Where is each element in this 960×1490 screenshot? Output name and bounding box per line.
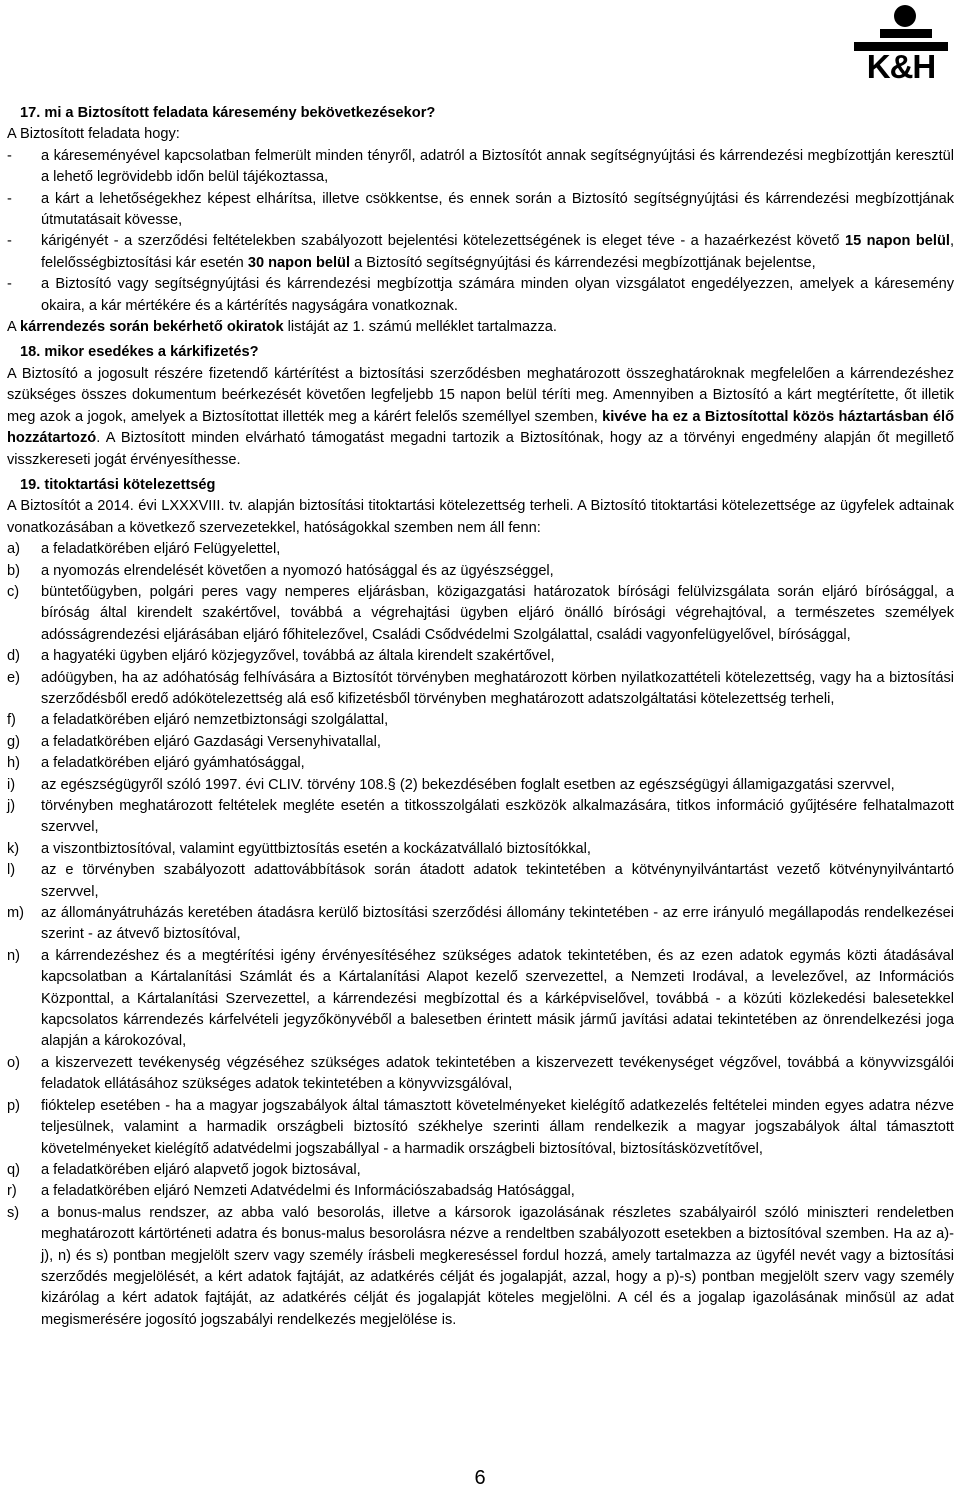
text-run: . A Biztosított minden elvárható támogatást megadni tartozik a Biztosítónak, hogy az a törvényi engedmény alapján őt megillető visszkereseti jogát érvényesíthesse. bbox=[7, 430, 954, 468]
list-item-text: az állományátruházás keretében átadásra kerülő biztosítási szerződési állomány tekintetében - az erre irányuló megállapodás rendelkezései szerint - az átvevő biztosítóval, bbox=[41, 905, 954, 943]
list-item bbox=[7, 539, 954, 560]
list-marker: e) bbox=[7, 669, 20, 686]
list-marker: - bbox=[7, 276, 12, 293]
list-item-text: a feladatkörében eljáró alapvető jogok biztosával, bbox=[41, 1161, 361, 1178]
list-item-text: a hagyatéki ügyben eljáró közjegyzővel, továbbá az általa kirendelt szakértővel, bbox=[41, 648, 555, 665]
bold-run: 15 napon belül bbox=[844, 233, 950, 250]
list-item bbox=[7, 1053, 954, 1096]
list-marker: h) bbox=[7, 755, 20, 772]
section-18-body bbox=[7, 364, 954, 471]
section-19-intro: A Biztosítót a 2014. évi LXXXVIII. tv. alapján biztosítási titoktartási kötelezettség terheli. A Biztosító titoktartási kötelezettsége az ügyfelek adtainak vonatkozásában a következő szervezetekkel, hatóságokkal szemben nem áll fenn: bbox=[7, 498, 954, 536]
list-item bbox=[7, 274, 954, 317]
list-item bbox=[7, 903, 954, 946]
list-marker: q) bbox=[7, 1161, 20, 1178]
list-item-text: a káreseményével kapcsolatban felmerült minden tényről, adatról a Biztosítót annak segítségnyújtási és kárrendezési megbízottján keresztül a lehető legrövidebb időn belül tájékoztassa, bbox=[41, 147, 954, 186]
list-marker: l) bbox=[7, 862, 16, 879]
section-18-heading: 18. mikor esedékes a kárkifizetés? bbox=[20, 344, 259, 361]
list-item-text: törvényben meghatározott feltételek megléte esetén a titkosszolgálati eszközök alkalmazására, titkos információ gyűjtésére felhatalmazott szervvel, bbox=[41, 798, 954, 836]
list-item-text: a kárt a lehetőségekhez képest elhárítsa, illetve csökkentse, és ennek során a Biztosító segítségnyújtási és kárrendezési megbízottjának útmutatásait kövesse, bbox=[41, 190, 954, 229]
section-17-intro: A Biztosított feladata hogy: bbox=[7, 126, 180, 143]
list-marker: d) bbox=[7, 648, 20, 665]
text-run: listáját az 1. számú melléklet tartalmazza. bbox=[283, 319, 557, 336]
logo-text: K&H bbox=[866, 48, 936, 85]
bold-run: kárrendezés során bekérhető okiratok bbox=[19, 319, 284, 336]
list-marker: o) bbox=[7, 1054, 20, 1071]
list-item-text: a nyomozás elrendelését követően a nyomozó hatósággal és az ügyészséggel, bbox=[41, 562, 554, 579]
list-item-text: a feladatkörében eljáró Nemzeti Adatvédelmi és Információszabadság Hatósággal, bbox=[41, 1183, 575, 1200]
list-item-text: a kárrendezéshez és a megtérítési igény érvényesítéséhez szükséges adatok tekintetében, és az ezen adatok egymás közti átadásával kapcsolatban a Kártalanítási Számlát és a Kártalanítási Alapot kezelő szervezettel, a Nemzeti Irodával, a levelezővel, az Információs Központtal, a Kártalanítási Szervezettel, a kárrendezési megbízottal és a kárképviselővel, továbbá - a közúti közlekedési balesetekkel kapcsolatos kárrendezés kárfelvételi jegyzőkönyvéből a balesetben érintett másik jármű javítási adatai tekintetében az önrendelkezési joga alapján a károkozóval, bbox=[41, 947, 954, 1050]
section-19-list bbox=[7, 539, 954, 1331]
list-item bbox=[7, 753, 954, 774]
list-item-text: az egészségügyről szóló 1997. évi CLIV. törvény 108.§ (2) bekezdésében foglalt esetben az egészségügyi államigazgatási szervvel, bbox=[41, 776, 895, 793]
list-item bbox=[7, 1160, 954, 1181]
text-run: a Biztosító segítségnyújtási és kárrendezési megbízottjának bejelentse, bbox=[350, 254, 816, 271]
text-run: A Biztosító a jogosult részére fizetendő kártérítést a biztosítási szerződésben meghatározott összeghatároknak megfelelően a kárrendezéshez szükséges összes dokumentum beérkezését követően legfeljebb 15 napon belül téríti meg. Amennyiben a Biztosító a kárt megtérítette, őt illetik meg azok a jogok, amelyek a Biztosítottat illették meg a kárért felelős személlyel szemben, bbox=[7, 365, 954, 425]
list-marker: - bbox=[7, 233, 12, 250]
list-item-text: a Biztosító vagy segítségnyújtási és kárrendezési megbízottja számára minden olyan vizsgálatot engedélyezzen, amelyek a káresemény okaira, a kár mértékére és a kártérítés nagyságára vonatkoznak. bbox=[41, 276, 954, 314]
list-item bbox=[7, 775, 954, 796]
text-run: , felelősségbiztosítási kár esetén bbox=[41, 233, 955, 271]
document-body bbox=[7, 103, 954, 1331]
list-item bbox=[7, 561, 954, 582]
text-run: A bbox=[7, 319, 20, 336]
list-marker: n) bbox=[7, 947, 20, 964]
list-item bbox=[7, 710, 954, 731]
list-marker: k) bbox=[7, 840, 20, 857]
list-item-text bbox=[41, 231, 954, 274]
logo-mark-icon bbox=[850, 4, 952, 52]
list-marker: c) bbox=[7, 583, 20, 600]
list-item bbox=[7, 231, 954, 274]
list-marker: m) bbox=[7, 905, 25, 922]
section-17-closing bbox=[7, 317, 954, 338]
list-item bbox=[7, 646, 954, 667]
list-item bbox=[7, 946, 954, 1053]
bold-run: 30 napon belül bbox=[247, 254, 351, 271]
list-item-text: a viszontbiztosítóval, valamint együttbiztosítás esetén a kockázatvállaló biztosítókkal, bbox=[41, 840, 591, 857]
list-item-text: büntetőügyben, polgári peres vagy nemperes eljárásban, közigazgatási határozatok bírósági felülvizsgálata során eljáró bírósággal, a bíróság által kirendelt szakértővel, továbbá a végrehajtási ügyben eljáró önálló bírósági végrehajtóval, a természetes személyek adósságrendezési eljárásában eljáró főhitelezővel, Családi Csődvédelmi Szolgálattal, családi vagyonfelügyelővel, bírósággal, bbox=[41, 583, 954, 643]
list-item-text: adóügyben, ha az adóhatóság felhívására a Biztosítót törvényben meghatározott körben nyilatkozattételi kötelezettség, vagy ha a biztosítási szerződésből eredő adókötelezettség alá eső kifizetésből törvényben meghatározott adatszolgáltatási kötelezettség terheli, bbox=[41, 669, 954, 707]
list-item-text: a feladatkörében eljáró Gazdasági Versenyhivatallal, bbox=[41, 733, 381, 750]
list-item bbox=[7, 146, 954, 189]
list-item bbox=[7, 839, 954, 860]
bold-run: kivéve ha ez a Biztosítottal közös háztartásban élő hozzátartozó bbox=[7, 408, 955, 447]
list-marker: - bbox=[7, 190, 12, 207]
list-item-text: a feladatkörében eljáró gyámhatósággal, bbox=[41, 755, 305, 772]
section-17-heading: 17. mi a Biztosított feladata káresemény bekövetkezésekor? bbox=[20, 105, 436, 121]
list-item bbox=[7, 668, 954, 711]
list-item-text: az e törvényben szabályozott adattovábbítások során átadott adatok tekintetében a kötvénynyilvántartást vezető kötvénynyilvántartó szervvel, bbox=[41, 862, 954, 900]
section-19-heading: 19. titoktartási kötelezettség bbox=[20, 476, 216, 493]
list-marker: f) bbox=[7, 712, 16, 729]
list-item-text: a feladatkörében eljáró Felügyelettel, bbox=[41, 541, 281, 558]
list-item-text: a feladatkörében eljáró nemzetbiztonsági szolgálattal, bbox=[41, 712, 389, 729]
list-marker: g) bbox=[7, 733, 20, 750]
list-marker: p) bbox=[7, 1097, 20, 1114]
list-marker: j) bbox=[7, 798, 16, 814]
list-marker: - bbox=[7, 147, 12, 164]
list-marker: a) bbox=[7, 541, 20, 558]
list-item bbox=[7, 732, 954, 753]
page-number: 6 bbox=[474, 1467, 486, 1489]
list-item bbox=[7, 189, 954, 232]
list-item-text: a bonus-malus rendszer, az abba való besorolás, illetve a kársorok igazolásának részletes szabályairól szóló miniszteri rendeletben meghatározott kártörténeti adatra és bonus-malus besorolásra nézve a rendeltben szabályozott esetekben a biztosítóval szemben. Ha az a)-j), n) és s) pontban megjelölt szerv vagy személy írásbeli megkereséssel fordul hozzá, amely tartalmazza az ügyfél nevét vagy a biztosítási szerződés megjelölését, a kért adatok fajtáját, az adatkérés célját és jogalapját, azzal, hogy a p)-s) pontban megjelölt szerv vagy személy kizárólag a kért adatok fajtáját, az adatkérés célját és jogalapját köteles megjelölni. A cél és a jogalap igazolásának minősül az adat megismerésére jogosító jogszabályi rendelkezés megjelölése is. bbox=[41, 1204, 954, 1328]
kh-logo bbox=[850, 4, 952, 85]
list-item bbox=[7, 860, 954, 903]
list-item bbox=[7, 1181, 954, 1202]
list-item-text: fióktelep esetében - ha a magyar jogszabályok által támasztott követelményeket kielégítő adatkezelés feltételei minden egyes adatra nézve teljesülnek, valamint a harmadik országbeli biztosító székhelye szerinti állam rendelkezik a magyar jogszabályok által támasztott követelményeket kielégítő adatvédelmi jogszabállyal - a harmadik országbeli biztosítóval, biztosításközvetítővel, bbox=[41, 1097, 954, 1157]
list-item-text: a kiszervezett tevékenység végzéséhez szükséges adatok tekintetében a kiszervezett tevékenységet végzővel, továbbá a könyvvizsgálói feladatok ellátásához szükséges adatok tekintetében a könyvvizsgálóval, bbox=[41, 1054, 954, 1093]
list-item bbox=[7, 582, 954, 646]
list-marker: r) bbox=[7, 1183, 17, 1200]
list-item bbox=[7, 796, 954, 839]
text-run: kárigényét - a szerződési feltételekben szabályozott bejelentési kötelezettségének is eleget téve - a hazaérkezést követő bbox=[41, 233, 845, 250]
list-marker: s) bbox=[7, 1204, 20, 1221]
list-marker: b) bbox=[7, 562, 20, 579]
list-marker: i) bbox=[7, 776, 16, 793]
list-item bbox=[7, 1203, 954, 1331]
list-item bbox=[7, 1096, 954, 1160]
